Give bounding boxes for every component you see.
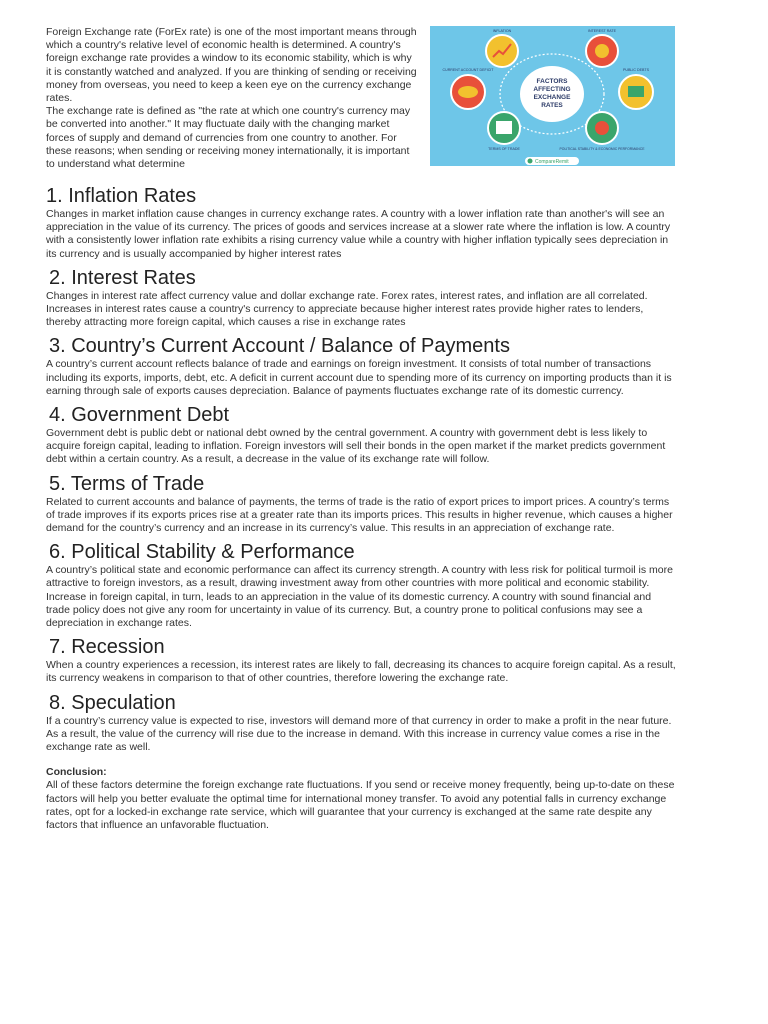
interest-rate-icon (586, 35, 618, 67)
section (46, 184, 676, 261)
factor-label: INFLATION (492, 29, 512, 33)
section-body: If a country’s currency value is expected to rise, investors will demand more of that currency in order to make a profit in the near future. As a result, the value of the currency will rise due to the increase in demand. With this increase in currency value comes a rise in the exchange rate as well. (46, 714, 672, 754)
section-heading: 3. Country’s Current Account / Balance of Payments (49, 335, 510, 358)
conclusion (46, 766, 676, 832)
section-body: Related to current accounts and balance of payments, the terms of trade is the ratio of export prices to import prices. A country’s terms of trade improves if its exports prices rise at a greater rate than its imports prices. This results in higher revenue, which causes a higher demand for the country’s currency and an increase in its currency’s value. This results in an appreciation of exchange rate. (46, 495, 673, 535)
factor-label: CURRENT ACCOUNT DEFICIT (442, 68, 494, 72)
section-heading: 1. Inflation Rates (46, 185, 197, 207)
section (46, 472, 676, 536)
article-body (46, 184, 676, 837)
factor-label: PUBLIC DEBTS (623, 68, 649, 72)
intro-text (46, 26, 418, 171)
section-heading: 4. Government Debt (49, 404, 230, 427)
section (46, 691, 676, 755)
inflation-icon (486, 35, 518, 67)
factor-label: POLITICAL STABILITY & ECONOMIC PERFORMANCE (559, 147, 645, 151)
section-heading: 6. Political Stability & Performance (49, 541, 355, 564)
section-body: Changes in market inflation cause changes in currency exchange rates. A country with a lower inflation rate than another's will see an appreciation in the value of its currency. The prices of goods and services increase at a slower rate where the inflation is low. A country with a consistently lower inflation rate exhibits a rising currency value while a country with higher inflation typically sees depreciation in its currency and is usually accompanied by higher interest rates (46, 208, 671, 260)
current-account-icon (451, 75, 485, 109)
terms-of-trade-icon (488, 112, 520, 144)
intro-paragraph: Foreign Exchange rate (ForEx rate) is one of the most important means through which a country's relative level of economic health is determined. A country's foreign exchange rate provides a window to its economic stability, which is why it is constantly watched and analyzed. If you are thinking of sending or receiving money from overseas, you need to keep a keen eye on the currency exchange rates. (46, 26, 417, 105)
factors-infographic (430, 26, 675, 166)
conclusion-title: Conclusion: (46, 766, 107, 779)
intro-paragraph: The exchange rate is defined as "the rate at which one country's currency may be converted into another." It may fluctuate daily with the changing market forces of supply and demand of currencies from one country to another. For these reasons; when sending or receiving money internationally, it is important to understand what determine (46, 105, 411, 171)
section-body: When a country experiences a recession, its interest rates are likely to fall, decreasing its chances to acquire foreign capital. As a result, its currency weakens in comparison to that of other countries, therefore lowering the exchange rate. (46, 659, 676, 685)
center-title-line: EXCHANGE (533, 94, 571, 101)
conclusion-body: All of these factors determine the foreign exchange rate fluctuations. If you send or receive money frequently, being up-to-date on these factors will help you better evaluate the optimal time for international money transfer. To avoid any potential falls in currency exchange rates, opt for a locked-in exchange rate service, which will guarantee that your currency is exchanged at the same rate despite any factors that influence an unfavorable fluctuation. (46, 779, 675, 832)
section-heading: 8. Speculation (49, 691, 176, 714)
section-body: Government debt is public debt or national debt owned by the central government. A country with government debt is less likely to acquire foreign capital, leading to inflation. Foreign investors will sell their bonds in the open market if the market predicts government debt within a certain country. As a result, a decrease in the value of its exchange rate will follow. (46, 427, 666, 466)
section (46, 334, 676, 398)
public-debts-icon (619, 75, 653, 109)
section-heading: 5. Terms of Trade (49, 472, 205, 495)
center-title-line: RATES (541, 102, 563, 109)
center-title-line: AFFECTING (533, 86, 571, 93)
section-body: A country’s current account reflects balance of trade and earnings on foreign investment. It consists of total number of transactions including its exports, imports, debt, etc. A deficit in current account due to spending more of its currency on importing products than it is earning through sale of exports causes depreciation. Balance of payments fluctuates exchange rate of its domestic currency. (46, 358, 672, 397)
factor-label: INTEREST RATE (587, 29, 617, 33)
factor-label: TERMS OF TRADE (488, 147, 520, 151)
political-stability-icon (586, 112, 618, 144)
section-body: Changes in interest rate affect currency value and dollar exchange rate. Forex rates, interest rates, and inflation are all correlated. Increases in interest rates cause a country's currency to appreciate because higher interest rates provide higher rates to lenders, thereby attracting more foreign capital, which causes a rise in exchange rates (46, 289, 648, 329)
center-title-line: FACTORS (536, 78, 568, 85)
section-body: A country’s political state and economic performance can affect its currency strength. A country with less risk for political turmoil is more attractive to foreign investors, as a result, drawing investment away from other countries with more political and economic stability. Increase in foreign capital, in turn, leads to an appreciation in the value of its domestic currency. A country with sound financial and trade policy does not give any room for uncertainty in value of its currency. But, a country prone to political confusions may see a depreciation in exchange rates. (46, 564, 673, 630)
section (46, 635, 676, 685)
brand-name: CompareRemit (535, 159, 569, 165)
section-heading: 2. Interest Rates (49, 266, 196, 289)
section (46, 266, 676, 330)
section (46, 403, 676, 467)
section-heading: 7. Recession (49, 636, 165, 659)
section (46, 540, 676, 630)
brand-badge (525, 157, 579, 165)
